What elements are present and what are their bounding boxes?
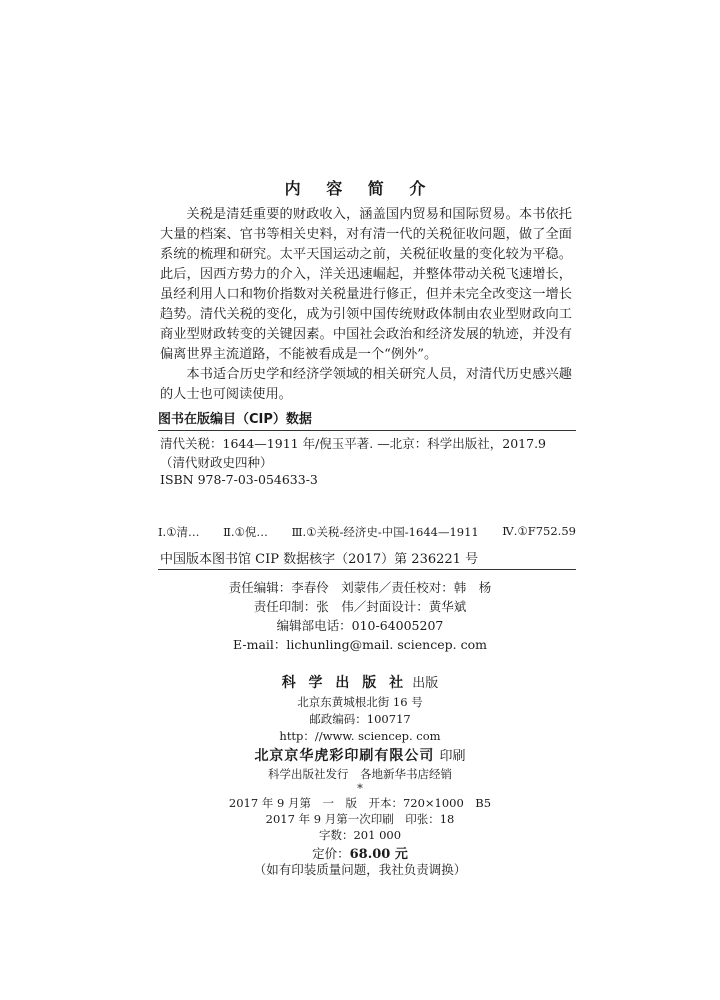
cip-category: Ⅲ.①关税-经济史-中国-1644—1911 xyxy=(291,525,479,539)
summary-body xyxy=(160,205,572,405)
price-value: 68.00 元 xyxy=(349,847,408,862)
cip-isbn: ISBN 978-7-03-054633-3 xyxy=(160,472,318,487)
cip-category: Ⅰ.①清… xyxy=(158,525,200,539)
printer-line xyxy=(0,745,720,765)
publisher-postcode: 邮政编码：100717 xyxy=(309,712,411,726)
separator-star: * xyxy=(357,781,363,795)
price-label: 定价： xyxy=(312,846,350,861)
publisher-suffix: 出版 xyxy=(412,676,439,691)
publisher-address: 北京东黄城根北街 16 号 xyxy=(297,695,423,709)
word-count: 字数：201 000 xyxy=(318,828,402,842)
credits-email: E-mail：lichunling@mail. sciencep. com xyxy=(233,637,487,652)
publisher-line xyxy=(0,672,720,692)
cip-title-line: 清代关税：1644—1911 年/倪玉平著. —北京：科学出版社，2017.9 xyxy=(160,436,546,451)
summary-paragraph: 关税是清廷重要的财政收入，涵盖国内贸易和国际贸易。本书依托大量的档案、官书等相关史料，对有清一代的关税征收问题，做了全面系统的梳理和研究。太平天国运动之前，关税征收量的变化较为平稳。此后，因西方势力的介入，洋关迅速崛起，并整体带动关税飞速增长，虽经利用人口和物价指数对关税量进行修正，但并未完全改变这一增长趋势。清代关税的变化，成为引领中国传统财政体制由农业型财政向工商业型财政转变的关键因素。中国社会政治和经济发展的轨迹，并没有偏离世界主流道路，不能被看成是一个“例外”。 xyxy=(160,207,572,362)
publisher-url: http：//www. sciencep. com xyxy=(279,729,441,743)
printer-name: 北京京华虎彩印刷有限公司 xyxy=(254,748,435,764)
cip-heading: 图书在版编目（CIP）数据 xyxy=(158,412,312,427)
credits-phone: 编辑部电话：010-64005207 xyxy=(276,618,444,633)
cip-top-rule xyxy=(158,430,576,431)
printing-line: 2017 年 9 月第一次印刷 印张：18 xyxy=(265,812,455,826)
distribution-line: 科学出版社发行 各地新华书店经销 xyxy=(268,767,452,781)
quality-notice: （如有印装质量问题，我社负责调换） xyxy=(253,862,467,877)
cip-series-line: （清代财政史四种） xyxy=(160,455,273,470)
cip-bottom-rule xyxy=(158,569,576,570)
credits-production: 责任印制：张 伟／封面设计：黄华斌 xyxy=(253,599,467,614)
publisher-name: 科 学 出 版 社 xyxy=(281,675,408,691)
credits-editors: 责任编辑：李春伶 刘蒙伟／责任校对：韩 杨 xyxy=(228,580,492,595)
printer-suffix: 印刷 xyxy=(439,749,466,764)
edition-line: 2017 年 9 月第 一 版 开本：720×1000 B5 xyxy=(228,796,492,810)
cip-catalog-number: 中国版本图书馆 CIP 数据核字（2017）第 236221 号 xyxy=(160,552,479,567)
cip-categories xyxy=(158,524,576,540)
summary-paragraph: 本书适合历史学和经济学领域的相关研究人员，对清代历史感兴趣的人士也可阅读使用。 xyxy=(160,367,572,402)
cip-category: Ⅳ.①F752.59 xyxy=(502,524,576,538)
cip-category: Ⅱ.①倪… xyxy=(223,525,268,539)
summary-title: 内 容 简 介 xyxy=(284,179,436,198)
